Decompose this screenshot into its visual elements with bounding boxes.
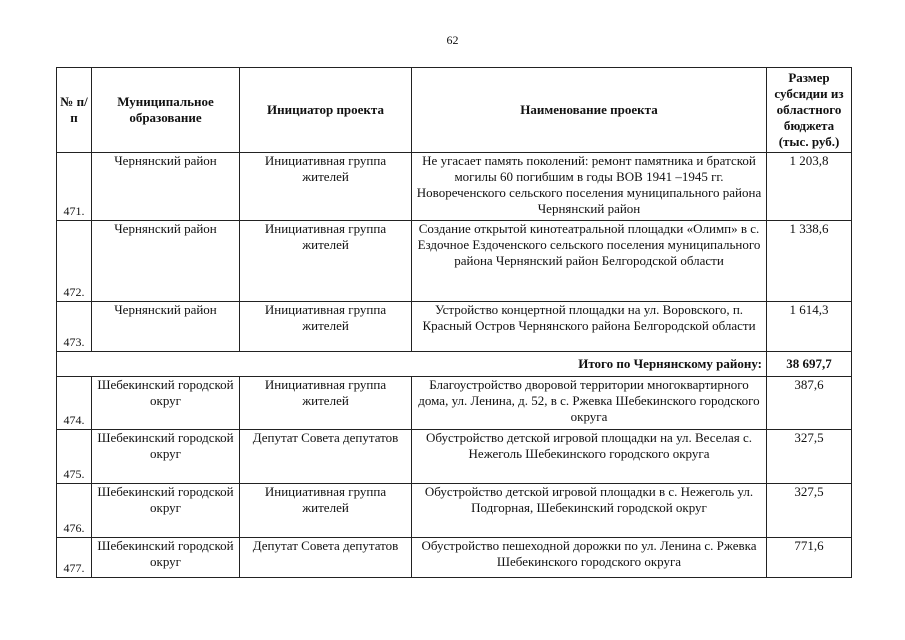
municipality-cell: Шебекинский городской округ [92,538,240,578]
row-number: 471. [57,153,92,221]
initiator-cell: Инициативная группа жителей [240,153,412,221]
subsidy-cell: 387,6 [767,377,852,430]
table-row [57,484,852,538]
subsidy-cell: 771,6 [767,538,852,578]
table-header-row [57,68,852,153]
table-row [57,538,852,578]
table-row [57,302,852,352]
project-name-cell: Благоустройство дворовой территории многоквартирного дома, ул. Ленина, д. 52, в с. Ржевка Шебекинского городского округа [412,377,767,430]
total-label: Итого по Чернянскому району: [57,352,767,377]
row-number: 474. [57,377,92,430]
row-number: 472. [57,221,92,302]
page-number: 62 [446,33,459,47]
municipality-cell: Чернянский район [92,153,240,221]
total-row [57,352,852,377]
subsidy-cell: 327,5 [767,484,852,538]
initiator-cell: Инициативная группа жителей [240,484,412,538]
projects-table [56,67,852,578]
municipality-cell: Чернянский район [92,302,240,352]
header-initiator: Инициатор проекта [240,68,412,153]
subsidy-cell: 1 614,3 [767,302,852,352]
subsidy-cell: 1 203,8 [767,153,852,221]
project-name-cell: Устройство концертной площадки на ул. Воровского, п. Красный Остров Чернянского района Белгородской области [412,302,767,352]
municipality-cell: Шебекинский городской округ [92,484,240,538]
row-number: 473. [57,302,92,352]
table-row [57,153,852,221]
table-row [57,221,852,302]
project-name-cell: Создание открытой кинотеатральной площадки «Олимп» в с. Ездочное Ездоченского сельского поселения муниципального района Чернянский район Белгородской области [412,221,767,302]
project-name-cell: Обустройство детской игровой площадки на ул. Веселая с. Нежеголь Шебекинского городского округа [412,430,767,484]
row-number: 476. [57,484,92,538]
row-number: 475. [57,430,92,484]
municipality-cell: Чернянский район [92,221,240,302]
initiator-cell: Депутат Совета депутатов [240,538,412,578]
table-row [57,377,852,430]
initiator-cell: Депутат Совета депутатов [240,430,412,484]
subsidy-cell: 327,5 [767,430,852,484]
project-name-cell: Обустройство пешеходной дорожки по ул. Ленина с. Ржевка Шебекинского городского округа [412,538,767,578]
project-name-cell: Не угасает память поколений: ремонт памятника и братской могилы 60 погибшим в годы ВОВ 1941 –1945 гг. Новореченского сельского поселения муниципального района Чернянский район [412,153,767,221]
initiator-cell: Инициативная группа жителей [240,302,412,352]
header-municipality: Муниципальное образование [92,68,240,153]
initiator-cell: Инициативная группа жителей [240,221,412,302]
municipality-cell: Шебекинский городской округ [92,430,240,484]
table-row [57,430,852,484]
total-value: 38 697,7 [767,352,852,377]
row-number: 477. [57,538,92,578]
subsidy-cell: 1 338,6 [767,221,852,302]
header-num: № п/п [57,68,92,153]
municipality-cell: Шебекинский городской округ [92,377,240,430]
project-name-cell: Обустройство детской игровой площадки в с. Нежеголь ул. Подгорная, Шебекинский городской округ [412,484,767,538]
header-subsidy: Размер субсидии из областного бюджета (тыс. руб.) [767,68,852,153]
initiator-cell: Инициативная группа жителей [240,377,412,430]
header-project-name: Наименование проекта [412,68,767,153]
